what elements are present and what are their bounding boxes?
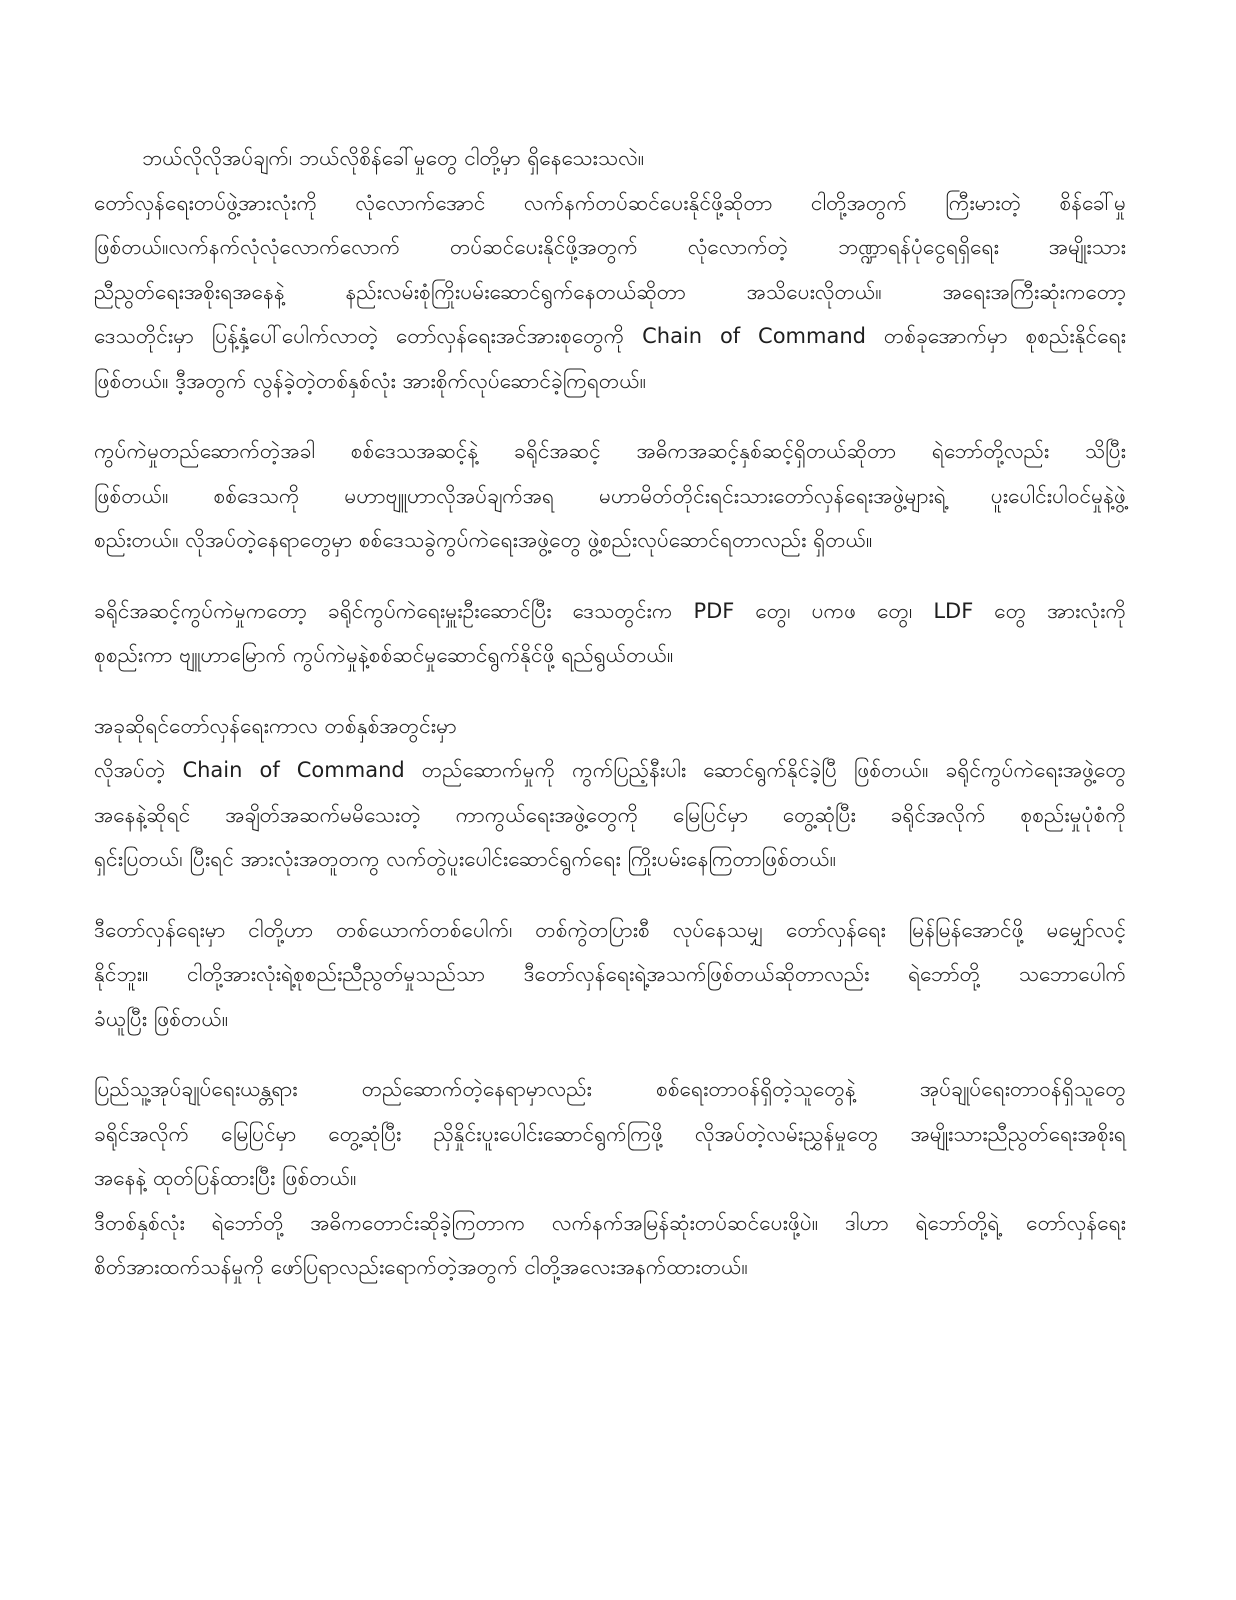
text-line: ဒီတစ်နှစ်လုံး ရဲဘော်တို့ အဓိကတောင်းဆိုခဲ့ကြတာက လက်နက်အမြန်ဆုံးတပ်ဆင်ပေးဖို့ပဲ။ ဒါဟာ ရဲဘော်တို့ရဲ့ တော်လှန်ရေး <box>94 1210 1126 1235</box>
text-line: အခုဆိုရင်တော်လှန်ရေးကာလ တစ်နှစ်အတွင်းမှာ <box>94 713 457 738</box>
paragraph-2 <box>94 429 1126 563</box>
text-line: စိတ်အားထက်သန်မှုကို ဖော်ပြရာလည်းရောက်တဲ့အတွက် ငါတို့အလေးအနက်ထားတယ်။ <box>94 1255 748 1279</box>
text-line: ဘယ်လိုလိုအပ်ချက်၊ ဘယ်လိုစိန်ခေါ်မှုတွေ ငါတို့မှာ ရှိနေသေးသလဲ။ <box>142 146 645 170</box>
text-line: ဖြစ်တယ်။လက်နက်လုံလုံလောက်လောက် တပ်ဆင်ပေးနိုင်ဖို့အတွက် လုံလောက်တဲ့ ဘဏ္ဍာရန်ပုံငွေရရှိရေး အမျိုးသား <box>94 235 1126 259</box>
text-line: တော်လှန်ရေးတပ်ဖွဲ့အားလုံးကို လုံလောက်အောင် လက်နက်တပ်ဆင်ပေးနိုင်ဖို့ဆိုတာ ငါတို့အတွက် ကြီးမားတဲ့ စိန်ခေါ်မှု <box>94 190 1126 215</box>
paragraph-5 <box>94 908 1126 1042</box>
text-line: စည်းတယ်။ လိုအပ်တဲ့နေရာတွေမှာ စစ်ဒေသခွဲကွပ်ကဲရေးအဖွဲ့တွေ ဖွဲ့စည်းလုပ်ဆောင်ရတာလည်း ရှိတယ်။ <box>94 528 873 552</box>
text-line: ခံယူပြီး ဖြစ်တယ်။ <box>94 1006 229 1031</box>
text-line: စုစည်းကာ ဗျူဟာမြောက် ကွပ်ကဲမှုနဲ့စစ်ဆင်မှုဆောင်ရွက်နိုင်ဖို့ ရည်ရွယ်တယ်။ <box>94 643 674 667</box>
text-line: ပြည်သူ့အုပ်ချုပ်ရေးယန္တရား တည်ဆောက်တဲ့နေရာမှာလည်း စစ်ရေးတာဝန်ရှိတဲ့သူတွေနဲ့ အုပ်ချုပ်ရေးတာဝန်ရှိသူတွေ <box>94 1077 1126 1101</box>
text-line: လိုအပ်တဲ့ Chain of Command တည်ဆောက်မှုကို ကွက်ပြည့်နီးပါး ဆောင်ရွက်နိုင်ခဲ့ပြီ ဖြစ်တယ်။ ခရိုင်ကွပ်ကဲရေးအဖွဲ့တွေ <box>94 758 1126 782</box>
text-line: ကွပ်ကဲမှုတည်ဆောက်တဲ့အခါ စစ်ဒေသအဆင့်နဲ့ ခရိုင်အဆင့် အဓိကအဆင့်နှစ်ဆင့်ရှိတယ်ဆိုတာ ရဲဘော်တို့လည်း သိပြီး <box>94 439 1126 463</box>
text-line: အနေနဲ့ဆိုရင် အချိတ်အဆက်မမိသေးတဲ့ ကာကွယ်ရေးအဖွဲ့တွေကို မြေပြင်မှာ တွေ့ဆုံပြီး ခရိုင်အလိုက် စုစည်းမှုပုံစံကို <box>94 802 1126 827</box>
text-line: ခရိုင်အလိုက် မြေပြင်မှာ တွေ့ဆုံပြီး ညှိနှိုင်းပူးပေါင်းဆောင်ရွက်ကြဖို့ လိုအပ်တဲ့လမ်းညွှန်မှုတွေ အမျိုးသားညီညွတ်ရေးအစိုးရ <box>94 1121 1126 1146</box>
text-line: ဒီတော်လှန်ရေးမှာ ငါတို့ဟာ တစ်ယောက်တစ်ပေါက်၊ တစ်ကွဲတပြားစီ လုပ်နေသမျှ တော်လှန်ရေး မြန်မြန်အောင်ဖို့ မမျှော်လင့် <box>94 917 1126 942</box>
text-line: ညီညွတ်ရေးအစိုးရအနေနဲ့ နည်းလမ်းစုံကြိုးပမ်းဆောင်ရွက်နေတယ်ဆိုတာ အသိပေးလိုတယ်။ အရေးအကြီးဆုံးကတော့ <box>94 279 1126 304</box>
text-line: နိုင်ဘူး။ ငါတို့အားလုံးရဲ့စုစည်းညီညွတ်မှုသည်သာ ဒီတော်လှန်ရေးရဲ့အသက်ဖြစ်တယ်ဆိုတာလည်း ရဲဘော်တို့ သဘောပေါက် <box>94 962 1126 986</box>
document-page <box>94 136 1126 1316</box>
paragraph-3 <box>94 589 1126 678</box>
text-line: ဖြစ်တယ်။ စစ်ဒေသကို မဟာဗျူဟာလိုအပ်ချက်အရ မဟာမိတ်တိုင်းရင်းသားတော်လှန်ရေးအဖွဲ့များရဲ့ ပူးပေါင်းပါဝင်မှုနဲ့ဖွဲ့ <box>94 483 1126 508</box>
paragraph-4 <box>94 704 1126 882</box>
paragraph-6 <box>94 1067 1126 1290</box>
text-line: ဖြစ်တယ်။ ဒီ့အတွက် လွန်ခဲ့တဲ့တစ်နှစ်လုံး အားစိုက်လုပ်ဆောင်ခဲ့ကြရတယ်။ <box>94 368 647 393</box>
text-line: အနေနဲ့ ထုတ်ပြန်ထားပြီး ဖြစ်တယ်။ <box>94 1166 357 1190</box>
text-line: ရှင်းပြတယ်၊ ပြီးရင် အားလုံးအတူတကွ လက်တွဲပူးပေါင်းဆောင်ရွက်ရေး ကြိုးပမ်းနေကြတာဖြစ်တယ်။ <box>94 847 837 871</box>
text-line: ဒေသတိုင်းမှာ ပြန့်နှံ့ပေါ်ပေါက်လာတဲ့ တော်လှန်ရေးအင်အားစုတွေကို Chain of Command တစ်ခုအောက်မှာ စုစည်းနိုင်ရေး <box>94 324 1126 348</box>
text-line: ခရိုင်အဆင့်ကွပ်ကဲမှုကတော့ ခရိုင်ကွပ်ကဲရေးမှူးဦးဆောင်ပြီး ဒေသတွင်းက PDF တွေ၊ ပကဖ တွေ၊ LDF တွေ အားလုံးကို <box>94 598 1126 623</box>
paragraph-1 <box>94 136 1126 403</box>
